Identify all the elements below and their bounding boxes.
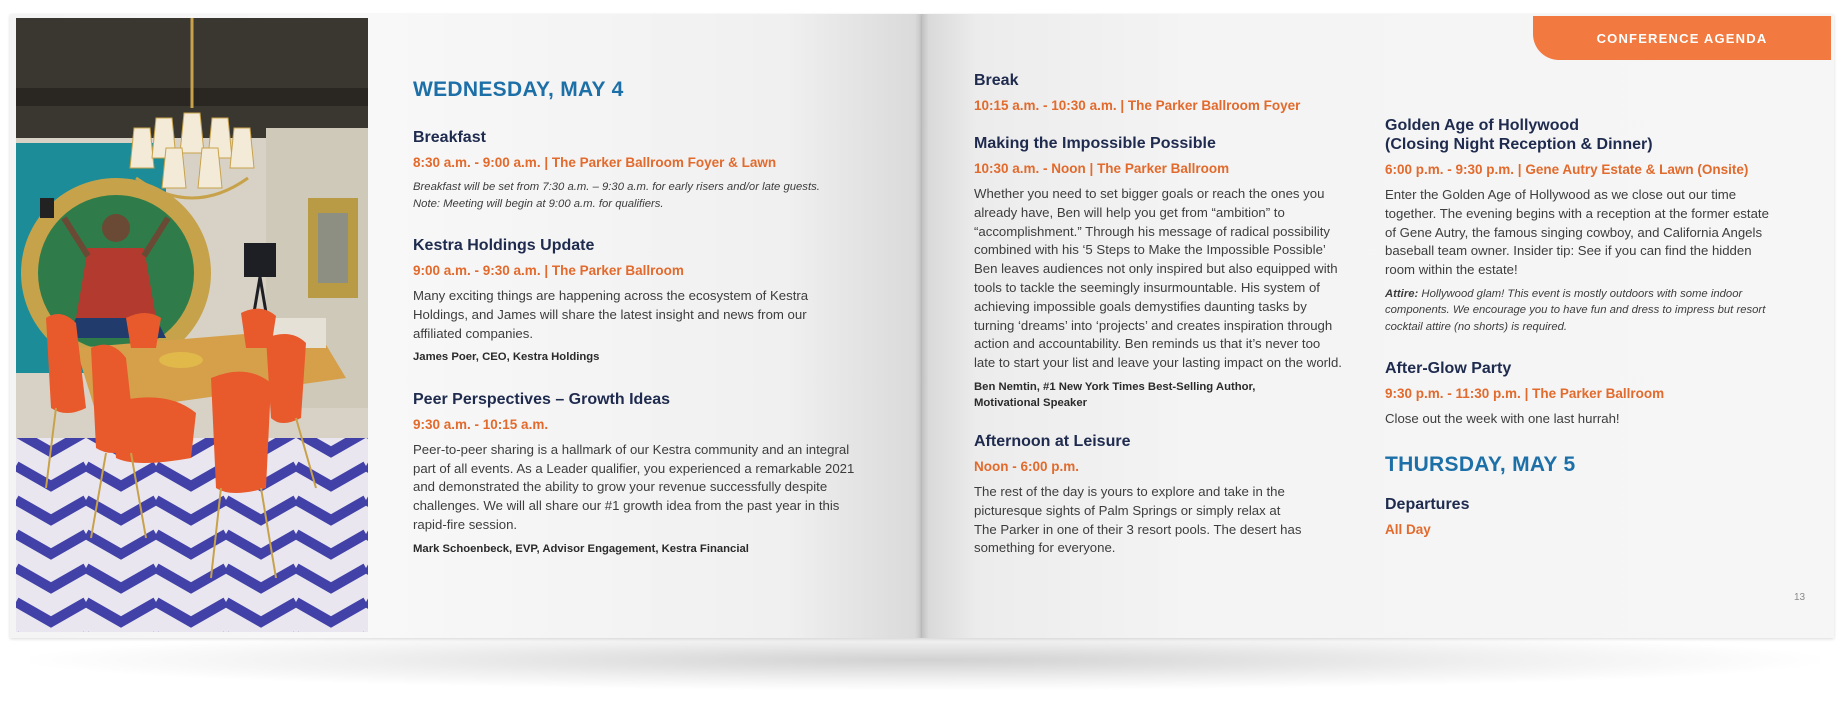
right-column-2	[1385, 116, 1780, 546]
event-title	[1385, 116, 1780, 154]
event-title: Departures	[1385, 496, 1470, 514]
event-title: Breakfast	[413, 129, 486, 146]
event-time: 8:30 a.m. - 9:00 a.m.	[413, 155, 541, 170]
attire-label: Attire:	[1385, 287, 1419, 300]
attire-text: Hollywood glam! This event is mostly outdoors with some indoor components. We encourage you to have fun and dress to impress but resort cocktail attire (no shorts) is required.	[1385, 287, 1766, 333]
event-title: Peer Perspectives – Growth Ideas	[413, 390, 671, 408]
event-time: 9:30 p.m. - 11:30 p.m.	[1385, 386, 1521, 402]
event-location: The Parker Ballroom	[1532, 386, 1665, 402]
event-note-line: Breakfast will be set from 7:30 a.m. – 9:30 a.m. for early risers and/or late guests.	[413, 181, 820, 193]
event-after-glow-party	[1385, 359, 1780, 429]
event-location: The Parker Ballroom	[1097, 161, 1230, 176]
event-speaker: Mark Schoenbeck, EVP, Advisor Engagement, Kestra Financial	[413, 542, 749, 555]
event-attire	[1385, 286, 1780, 336]
event-time: Noon - 6:00 p.m.	[974, 458, 1080, 474]
brochure-shadow	[30, 630, 1820, 690]
event-note	[413, 179, 873, 212]
event-break	[974, 71, 1344, 114]
event-time-location	[413, 262, 873, 279]
interior-photo	[16, 18, 368, 632]
event-time: 10:15 a.m. - 10:30 a.m.	[974, 98, 1117, 113]
event-afternoon-at-leisure	[974, 432, 1344, 558]
event-time-location	[974, 97, 1344, 114]
event-title-line: (Closing Night Reception & Dinner)	[1385, 136, 1653, 153]
separator: |	[1116, 98, 1128, 113]
event-title-line: Golden Age of Hollywood	[1385, 117, 1580, 134]
event-title: Break	[974, 72, 1019, 89]
event-description: Peer-to-peer sharing is a hallmark of our Kestra community and an integral part of all events. As a Leader qualifier, you experienced a remarkable 2021 and demonstrated the ability to grow your revenue successfully despite challenges. We will all share our #1 growth idea from the past year in this rapid-fire session.	[413, 441, 855, 533]
event-time-location	[1385, 385, 1780, 402]
event-breakfast	[413, 128, 873, 212]
event-speaker	[974, 379, 1344, 412]
event-location: Gene Autry Estate & Lawn (Onsite)	[1525, 162, 1749, 177]
event-location: The Parker Ballroom	[551, 263, 684, 278]
event-kestra-holdings-update	[413, 236, 873, 366]
event-note-line: Note: Meeting will begin at 9:00 a.m. for qualifiers.	[413, 197, 664, 210]
event-description: Enter the Golden Age of Hollywood as we close out our time together. The evening begins with a reception at the former estate of Gene Autry, the famous singing cowboy, and California Angels baseball team owner. Insider tip: See if you can find the hidden room within the estate!	[1385, 187, 1769, 278]
day-heading-wednesday: WEDNESDAY, MAY 4	[413, 78, 624, 101]
book-binding	[915, 14, 929, 638]
event-time: 9:00 a.m. - 9:30 a.m.	[413, 263, 541, 278]
page-number: 13	[1794, 592, 1806, 603]
wednesday-column	[413, 78, 873, 557]
separator: |	[540, 263, 552, 278]
event-location: The Parker Ballroom Foyer	[1127, 98, 1301, 113]
event-title: Afternoon at Leisure	[974, 432, 1131, 450]
separator: |	[1520, 386, 1533, 402]
event-description: Close out the week with one last hurrah!	[1385, 411, 1620, 427]
event-time: 9:30 a.m. - 10:15 a.m.	[413, 416, 549, 432]
event-peer-perspectives	[413, 390, 873, 557]
event-description: The rest of the day is yours to explore and take in the picturesque sights of Palm Springs or simply relax at The Parker in one of their 3 resort pools. The desert has something for everyone.	[974, 483, 1302, 556]
event-time-location	[413, 154, 873, 171]
event-time: 6:00 p.m. - 9:30 p.m.	[1385, 162, 1515, 177]
right-column-1	[974, 71, 1344, 564]
event-time-location	[1385, 161, 1780, 178]
day-heading-thursday: THURSDAY, MAY 5	[1385, 453, 1576, 477]
separator: |	[540, 155, 552, 170]
conference-agenda-tab: CONFERENCE AGENDA	[1533, 16, 1831, 60]
separator: |	[1514, 162, 1526, 177]
event-golden-age-of-hollywood	[1385, 116, 1780, 335]
event-title: After-Glow Party	[1385, 360, 1512, 378]
event-speaker: James Poer, CEO, Kestra Holdings	[413, 351, 600, 364]
event-title: Making the Impossible Possible	[974, 135, 1216, 152]
event-time-location	[974, 160, 1344, 177]
event-time: 10:30 a.m. - Noon	[974, 161, 1086, 176]
event-making-impossible-possible	[974, 134, 1344, 412]
event-speaker-line: Motivational Speaker	[974, 397, 1088, 410]
separator: |	[1085, 161, 1098, 176]
event-title: Kestra Holdings Update	[413, 237, 595, 254]
event-speaker-line: Ben Nemtin, #1 New York Times Best-Selling Author,	[974, 380, 1256, 393]
event-departures	[1385, 495, 1780, 538]
event-location: The Parker Ballroom Foyer & Lawn	[551, 155, 777, 170]
event-description: Many exciting things are happening across the ecosystem of Kestra Holdings, and James will share the latest insight and news from our affiliated companies.	[413, 288, 809, 341]
event-description: Whether you need to set bigger goals or reach the ones you already have, Ben will help you get from “ambition” to “accomplishment.” Through his message of radical possibility combined with his ‘5 Steps to Make the Impossible Possible’ Ben leaves audiences not only inspired but also equipped with tools to tackle the seemingly insurmountable. His system of achieving impossible goals demystifies daunting tasks by turning ‘dreams’ into ‘projects’ and creates inspiration through action and accountability. Ben reminds us that it’s never too late to start your list and leave your lasting impact on the world.	[974, 186, 1342, 371]
event-time: All Day	[1385, 522, 1431, 538]
